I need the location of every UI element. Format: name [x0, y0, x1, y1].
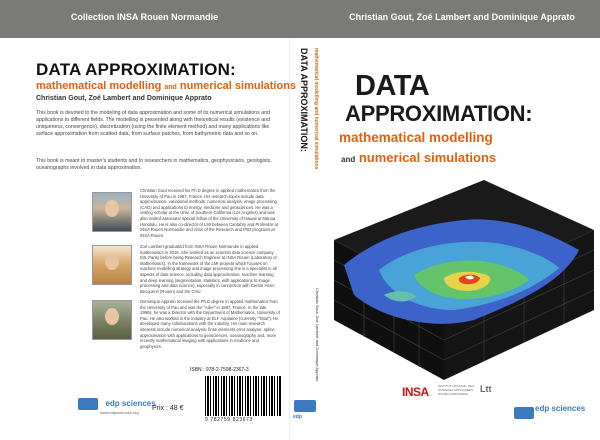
- back-edp-label: edp sciences: [105, 399, 156, 409]
- spine-title: DATA APPROXIMATION:: [299, 48, 309, 152]
- back-description: This book is devoted to the modeling of data approximation and some of its numerical simulations and applications to different fields. The modelling is presented along with theoretical results (existence and uniqueness, convergence), discretization (using the finite element method) and many applications like surface approximation from scatted data, from surface patches, from bathymetric data and so on.: [36, 110, 270, 137]
- front-title-line1: DATA: [355, 70, 430, 102]
- back-subtitle-part2: numerical simulations: [179, 80, 297, 92]
- back-subtitle-and: and: [164, 84, 177, 91]
- face-shape: [105, 308, 119, 325]
- front-title-line3: mathematical modelling: [339, 130, 493, 145]
- back-subtitle-part1: mathematical modelling: [36, 80, 162, 92]
- spine-subtitle: mathematical modelling and numerical simulations: [313, 48, 319, 170]
- back-authors: Christian Gout, Zoé Lambert and Dominique Apprato: [36, 95, 212, 102]
- price: Prix : 48 €: [152, 405, 184, 412]
- collection-label: Collection INSA Rouen Normandie: [70, 12, 219, 22]
- edp-logo-icon: [294, 400, 316, 412]
- surface-plot-illustration: [324, 170, 600, 390]
- front-title-line2: APPROXIMATION:: [345, 101, 533, 126]
- author-photo-gout: [92, 192, 132, 232]
- bio-gout: Christian Gout received his Ph.D degree in applied mathematics from the University of Pau in 1997, France. His research topics include data approximation, variational methods, numerical analysis, image processing (CAD) and applications to energy, medicine and geosciences. He was a visiting scholar at the Univ. of Southern California (Los Angeles) and was also invited associate/ special fellow of the University of Hawaii at Manoa, Honolulu. He is also co-director of LMI between Cantabry and Professor at INSA Rouen Normandie and chair of the Research and PhD programs at INSA Rouen.: [140, 188, 279, 238]
- front-edp-logo: [514, 404, 534, 422]
- spine-authors: Christian Gout, Zoé Lambert and Dominique Apprato: [315, 288, 320, 382]
- author-photo-lambert: [92, 245, 132, 285]
- front-title-line4: [341, 150, 496, 165]
- spine-header-band: [289, 0, 324, 38]
- author-photo-apprato: [92, 300, 132, 340]
- edp-logo-icon: [78, 398, 98, 410]
- isbn: ISBN : 978-2-7598-2367-3: [190, 367, 249, 373]
- front-title-numerical: numerical simulations: [358, 150, 497, 165]
- back-description-audience: This book is meant to master's students and to researchers in mathematics, geophysicians, geologists, oceanographs involved in data approximation.: [36, 158, 272, 171]
- face-shape: [105, 253, 119, 270]
- front-edp-label: edp sciences: [535, 404, 586, 413]
- face-shape: [105, 200, 119, 217]
- spine-edp-logo: [294, 397, 316, 415]
- barcode: [205, 376, 281, 416]
- back-subtitle: [36, 80, 296, 92]
- bio-lambert: Zoé Lambert graduated from INSA Rouen Normandie in applied mathematics in 2018. She worked as an scientist data science company (ML Paris) before being Research Engineer at INSA Rouen (Laboratory of Mathematics). In the framework of the LMI projects which focuses on machine modelling strategy and image processing she is a specialist in all aspects of data science, including data approximation, machine learning and deep learning (segmentation, statistics, with applications to image processing and data science), especially in connection with Centre Henri Becquerel (Rouen) and the CHU.: [140, 244, 277, 294]
- ltt-logo: Ltt: [480, 384, 492, 394]
- front-title-and: and: [341, 155, 356, 164]
- spine-edp-label: edp: [293, 414, 302, 420]
- insa-subtitle: INSTITUT NATIONAL DES SCIENCES APPLIQUÉES ROUEN NORMANDIE: [438, 384, 474, 396]
- edp-url: www.edpsciences.org: [100, 410, 139, 415]
- bio-apprato: Dominique Apprato received the Ph.D degree in applied mathematics from the University of Pau and was the "Ader" in 1987, France. In the late 1990s, he was a Director with the Department of Mathematics, University of Pau. He also worked in the industry at ELF Aquitaine (currently "Total"). He developed many collaborations with the industry. His main research interests include numerical analysis, finite elements error analysis, spline approximation with applications to geosciences, oceanography and, more recently mathematical imaging with applications in medicine and geophysics.: [140, 299, 280, 349]
- insa-logo: INSA: [402, 385, 429, 399]
- edp-logo-icon: [514, 407, 534, 419]
- header-authors: Christian Gout, Zoé Lambert and Dominique Apprato: [349, 12, 575, 22]
- back-title: DATA APPROXIMATION:: [36, 60, 236, 79]
- barcode-number: 9 782759 823673: [205, 417, 253, 423]
